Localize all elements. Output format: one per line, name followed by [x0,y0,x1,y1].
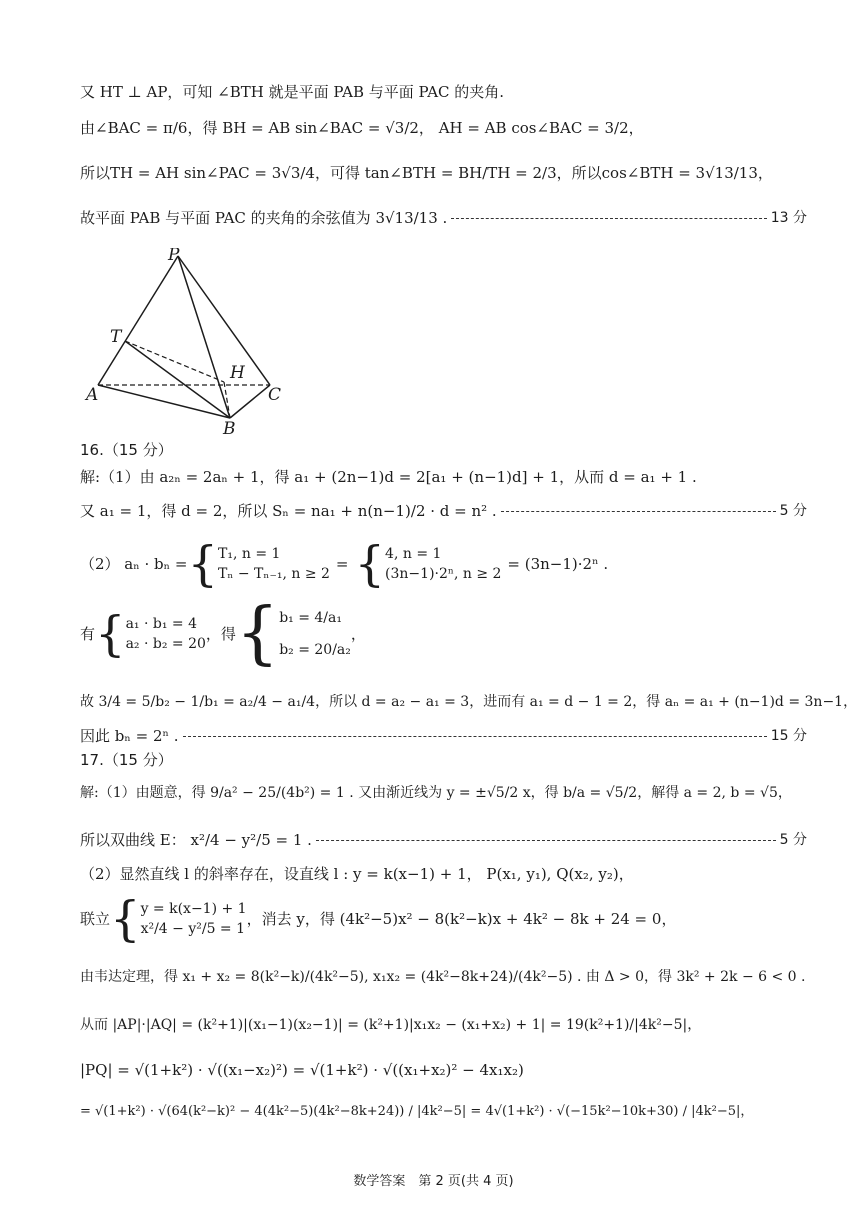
brace: { [110,891,141,947]
case-row: T₁, n = 1 [218,546,281,562]
brace: { [95,606,126,662]
cases [141,899,247,939]
case-row: Tₙ − Tₙ₋₁, n ≥ 2 [218,566,330,582]
brace: { [235,594,280,673]
brace: { [187,536,219,592]
cases [218,544,330,584]
text: ，得 [205,625,236,643]
solution-line [80,864,807,884]
text: 故 3/4 = 5/b₂ − 1/b₁ = a₂/4 − a₁/4，所以 d = a₂ − a₁ = 3，进而有 a₁ = d − 1 = 2，得 aₙ = a₁ + (n−1)d = 3n−1， [80,694,858,710]
case-row: a₂ · b₂ = 20 [125,636,206,652]
text: （2）显然直线 l 的斜率存在，设直线 l : y = k(x−1) + 1， P(x₁, y₁), Q(x₂, y₂)， [80,865,634,883]
text: 从而 |AP|·|AQ| = (k²+1)|(x₁−1)(x₂−1)| = (k²+1)|x₁x₂ − (x₁+x₂) + 1| = 19(k²+1)/|4k²−5|， [80,1017,702,1033]
score-mark: 15 分 [770,728,807,744]
text: 解:（1）由 a₂ₙ = 2aₙ + 1，得 a₁ + (2n−1)d = 2[a₁ + (n−1)d] + 1，从而 d = a₁ + 1 . [80,468,697,486]
case-row: a₁ · b₁ = 4 [125,616,197,632]
score-leader [501,511,776,512]
label-C: C [268,385,282,405]
text: 因此 bₙ = 2ⁿ . [80,727,179,745]
label-P: P [168,248,180,265]
cases [279,602,351,666]
text: 故平面 PAB 与平面 PAC 的夹角的余弦值为 3√13/13 . [80,209,448,227]
text: ，消去 y，得 (4k²−5)x² − 8(k²−k)x + 4k² − 8k + 24 = 0， [246,910,677,928]
text: = √(1+k²) · √(64(k²−k)² − 4(4k²−5)(4k²−8k+24)) / |4k²−5| = 4√(1+k²) · √(−15k²−10k+30) / |4k²−5|， [80,1104,754,1119]
text: = (3n−1)·2ⁿ . [507,555,609,573]
score-mark: 5 分 [779,832,807,848]
solution-line [80,967,807,987]
cases [126,614,206,654]
edge-PB [178,256,230,418]
edge-TB [125,341,230,418]
text: 由韦达定理，得 x₁ + x₂ = 8(k²−k)/(4k²−5), x₁x₂ = (4k²−8k+24)/(4k²−5) . 由 Δ > 0，得 3k² + 2k − 6 < 0 . [80,969,806,985]
text: = [335,555,349,573]
solution-line-scored [80,830,807,850]
solution-line [80,467,807,487]
label-B: B [223,419,236,438]
text: 有 [80,625,96,643]
solution-line [80,692,858,712]
tetrahedron-figure [84,248,294,438]
score-mark: 5 分 [779,503,807,519]
solution-line-scored [80,501,807,521]
text: 又 HT ⊥ AP，可知 ∠BTH 就是平面 PAB 与平面 PAC 的夹角. [80,83,505,101]
solution-line-scored [80,726,807,746]
label-H: H [230,363,245,383]
case-row: y = k(x−1) + 1 [140,901,247,917]
score-leader [316,840,776,841]
cases [385,544,501,584]
solution-line [80,1060,807,1080]
solution-line [80,1015,807,1035]
q16-heading: 16.（15 分） [80,441,173,459]
text: 所以TH = AH sin∠PAC = 3√3/4，可得 tan∠BTH = BH/TH = 2/3，所以cos∠BTH = 3√13/13， [80,164,773,182]
solution-line [80,163,807,183]
text: 由∠BAC = π/6，得 BH = AB sin∠BAC = √3/2， AH = AB cos∠BAC = 3/2， [80,119,644,137]
page-footer: 数学答案 第 2 页(共 4 页) [353,1174,514,1189]
solution-line-scored [80,208,807,228]
text: 解:（1）由题意，得 9/a² − 25/(4b²) = 1 . 又由渐近线为 y = ±√5/2 x，得 b/a = √5/2，解得 a = 2, b = √5， [80,785,792,801]
edge-PA [98,256,178,385]
solution-line-cases [80,536,807,592]
case-row: 4, n = 1 [385,546,442,562]
score-mark: 13 分 [770,210,807,226]
text: ， [350,625,366,643]
score-leader [451,218,766,219]
text: 所以双曲线 E： x²/4 − y²/5 = 1 . [80,831,312,849]
case-row: b₂ = 20/a₂ [279,642,351,658]
case-row: x²/4 − y²/5 = 1 [140,921,246,937]
question-heading [80,440,807,460]
question-heading [80,750,807,770]
edge-PC [178,256,270,385]
text: （2） aₙ · bₙ = [80,555,188,573]
solution-line-cases [80,596,807,672]
edge-AB [98,385,230,418]
text: |PQ| = √(1+k²) · √((x₁−x₂)²) = √(1+k²) · √((x₁+x₂)² − 4x₁x₂) [80,1061,524,1079]
solution-line [80,783,807,803]
solution-line [80,118,807,138]
case-row: (3n−1)·2ⁿ, n ≥ 2 [385,566,502,582]
segment-TH [125,341,224,382]
solution-line [80,82,807,102]
score-leader [183,736,767,737]
text: 又 a₁ = 1，得 d = 2，所以 Sₙ = na₁ + n(n−1)/2 · d = n² . [80,502,497,520]
edge-CB [230,385,270,418]
solution-line-cases [80,891,807,947]
case-row: b₁ = 4/a₁ [279,610,342,626]
text: 联立 [80,910,111,928]
label-A: A [86,385,99,405]
q17-heading: 17.（15 分） [80,751,173,769]
label-T: T [110,327,122,347]
brace: { [354,536,386,592]
solution-line [80,1102,807,1122]
